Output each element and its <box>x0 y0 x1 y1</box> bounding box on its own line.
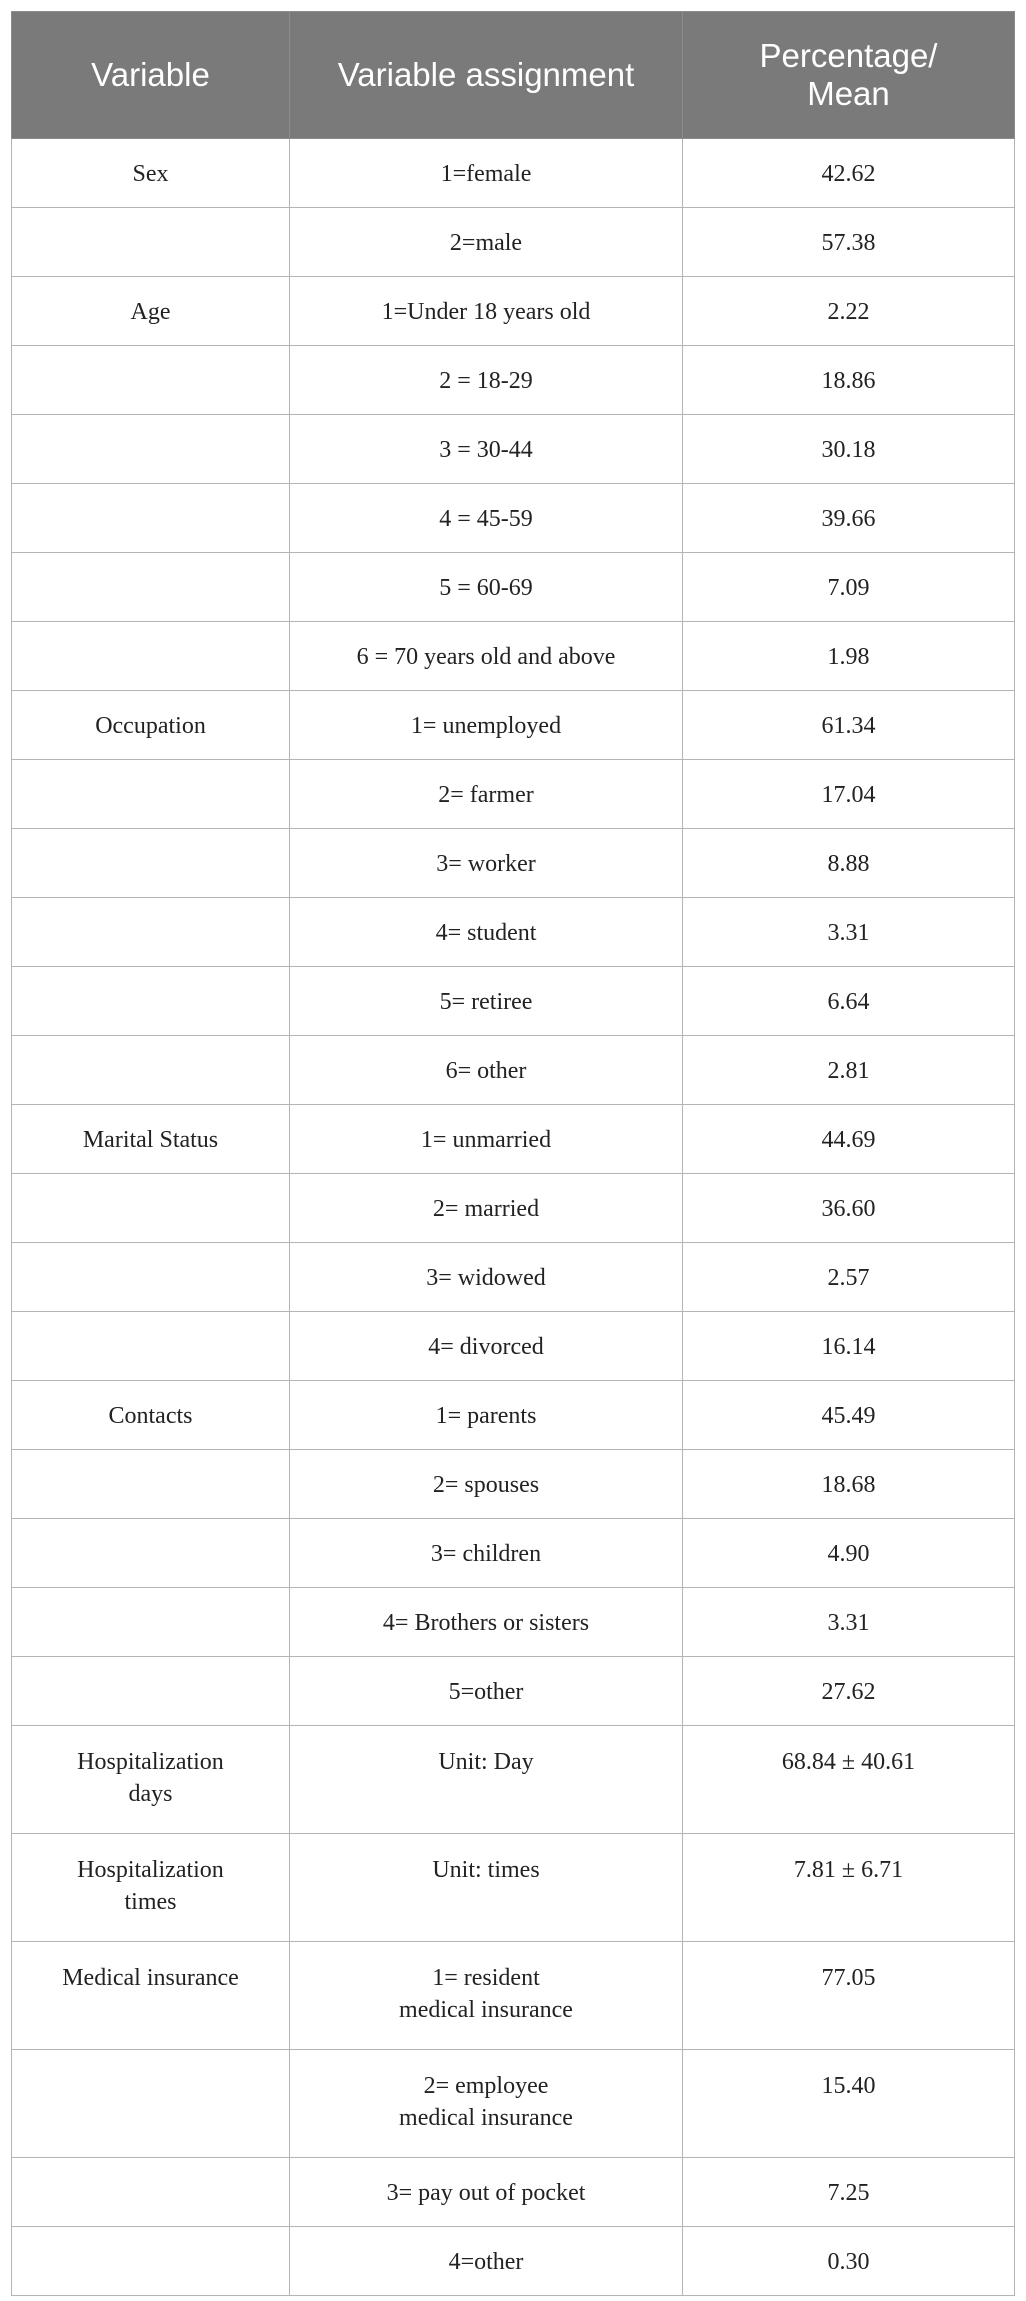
variable-cell <box>12 829 290 898</box>
value-cell: 57.38 <box>683 208 1015 277</box>
variable-cell <box>12 415 290 484</box>
value-cell: 68.84 ± 40.61 <box>683 1726 1015 1834</box>
assignment-cell: 1= unmarried <box>290 1105 683 1174</box>
value-cell: 30.18 <box>683 415 1015 484</box>
table-row <box>12 1657 1015 1726</box>
value-cell: 77.05 <box>683 1942 1015 2050</box>
assignment-cell: 1=female <box>290 139 683 208</box>
table-row <box>12 346 1015 415</box>
value-cell: 17.04 <box>683 760 1015 829</box>
variable-cell: Hospitalization days <box>12 1726 290 1834</box>
variable-cell <box>12 1519 290 1588</box>
value-cell: 3.31 <box>683 1588 1015 1657</box>
table-row <box>12 898 1015 967</box>
table-row <box>12 1942 1015 2050</box>
value-cell: 15.40 <box>683 2050 1015 2158</box>
variable-cell: Age <box>12 277 290 346</box>
variable-cell <box>12 1450 290 1519</box>
variable-cell <box>12 967 290 1036</box>
assignment-cell: 1=Under 18 years old <box>290 277 683 346</box>
header-variable: Variable <box>12 12 290 139</box>
table-row <box>12 553 1015 622</box>
assignment-cell: 1= resident medical insurance <box>290 1942 683 2050</box>
value-cell: 7.81 ± 6.71 <box>683 1834 1015 1942</box>
value-cell: 1.98 <box>683 622 1015 691</box>
table-row <box>12 760 1015 829</box>
value-cell: 2.22 <box>683 277 1015 346</box>
variable-cell: Occupation <box>12 691 290 760</box>
variable-cell <box>12 898 290 967</box>
table-row <box>12 1450 1015 1519</box>
assignment-cell: 5= retiree <box>290 967 683 1036</box>
table-row <box>12 1381 1015 1450</box>
value-cell: 2.57 <box>683 1243 1015 1312</box>
data-table-container <box>11 11 1014 2296</box>
table-row <box>12 1519 1015 1588</box>
assignment-cell: 3= worker <box>290 829 683 898</box>
value-cell: 6.64 <box>683 967 1015 1036</box>
value-cell: 7.25 <box>683 2158 1015 2227</box>
table-row <box>12 1312 1015 1381</box>
value-cell: 7.09 <box>683 553 1015 622</box>
table-row <box>12 1243 1015 1312</box>
assignment-cell: 4 = 45-59 <box>290 484 683 553</box>
assignment-cell: 1= unemployed <box>290 691 683 760</box>
assignment-cell: 3= pay out of pocket <box>290 2158 683 2227</box>
variable-cell: Hospitalization times <box>12 1834 290 1942</box>
table-row <box>12 139 1015 208</box>
header-variable-assignment: Variable assignment <box>290 12 683 139</box>
table-row <box>12 1174 1015 1243</box>
assignment-cell: Unit: times <box>290 1834 683 1942</box>
value-cell: 16.14 <box>683 1312 1015 1381</box>
table-row <box>12 2050 1015 2158</box>
assignment-cell: 4= student <box>290 898 683 967</box>
table-body <box>12 139 1015 2296</box>
table-header <box>12 12 1015 139</box>
table-row <box>12 2227 1015 2296</box>
assignment-cell: 5 = 60-69 <box>290 553 683 622</box>
value-cell: 45.49 <box>683 1381 1015 1450</box>
table-row <box>12 1834 1015 1942</box>
table-row <box>12 829 1015 898</box>
variable-cell <box>12 760 290 829</box>
table-row <box>12 2158 1015 2227</box>
table-row <box>12 415 1015 484</box>
header-percentage-mean: Percentage/ Mean <box>683 12 1015 139</box>
variable-cell <box>12 2158 290 2227</box>
variable-cell: Contacts <box>12 1381 290 1450</box>
variable-cell <box>12 1036 290 1105</box>
table-row <box>12 208 1015 277</box>
variable-cell <box>12 1657 290 1726</box>
variable-cell: Marital Status <box>12 1105 290 1174</box>
assignment-cell: 5=other <box>290 1657 683 1726</box>
table-row <box>12 277 1015 346</box>
assignment-cell: 2 = 18-29 <box>290 346 683 415</box>
assignment-cell: 2=male <box>290 208 683 277</box>
variable-cell: Medical insurance <box>12 1942 290 2050</box>
value-cell: 61.34 <box>683 691 1015 760</box>
assignment-cell: 4=other <box>290 2227 683 2296</box>
table-row <box>12 1036 1015 1105</box>
variable-cell <box>12 2050 290 2158</box>
value-cell: 27.62 <box>683 1657 1015 1726</box>
assignment-cell: 2= farmer <box>290 760 683 829</box>
table-row <box>12 622 1015 691</box>
variable-cell <box>12 1588 290 1657</box>
assignment-cell: 3 = 30-44 <box>290 415 683 484</box>
assignment-cell: 2= married <box>290 1174 683 1243</box>
assignment-cell: Unit: Day <box>290 1726 683 1834</box>
assignment-cell: 3= children <box>290 1519 683 1588</box>
table-row <box>12 1105 1015 1174</box>
assignment-cell: 6 = 70 years old and above <box>290 622 683 691</box>
variable-cell <box>12 553 290 622</box>
value-cell: 42.62 <box>683 139 1015 208</box>
variable-cell: Sex <box>12 139 290 208</box>
variable-cell <box>12 1243 290 1312</box>
table-row <box>12 484 1015 553</box>
variable-cell <box>12 1174 290 1243</box>
value-cell: 0.30 <box>683 2227 1015 2296</box>
table-row <box>12 1588 1015 1657</box>
table-row <box>12 967 1015 1036</box>
value-cell: 36.60 <box>683 1174 1015 1243</box>
value-cell: 39.66 <box>683 484 1015 553</box>
value-cell: 18.86 <box>683 346 1015 415</box>
assignment-cell: 4= Brothers or sisters <box>290 1588 683 1657</box>
value-cell: 3.31 <box>683 898 1015 967</box>
assignment-cell: 3= widowed <box>290 1243 683 1312</box>
assignment-cell: 2= employee medical insurance <box>290 2050 683 2158</box>
value-cell: 2.81 <box>683 1036 1015 1105</box>
variable-cell <box>12 346 290 415</box>
value-cell: 18.68 <box>683 1450 1015 1519</box>
variable-cell <box>12 2227 290 2296</box>
assignment-cell: 1= parents <box>290 1381 683 1450</box>
value-cell: 4.90 <box>683 1519 1015 1588</box>
table-row <box>12 691 1015 760</box>
variable-cell <box>12 622 290 691</box>
table-row <box>12 1726 1015 1834</box>
value-cell: 8.88 <box>683 829 1015 898</box>
assignment-cell: 6= other <box>290 1036 683 1105</box>
assignment-cell: 2= spouses <box>290 1450 683 1519</box>
data-table <box>11 11 1015 2296</box>
assignment-cell: 4= divorced <box>290 1312 683 1381</box>
variable-cell <box>12 1312 290 1381</box>
variable-cell <box>12 208 290 277</box>
header-row <box>12 12 1015 139</box>
variable-cell <box>12 484 290 553</box>
value-cell: 44.69 <box>683 1105 1015 1174</box>
